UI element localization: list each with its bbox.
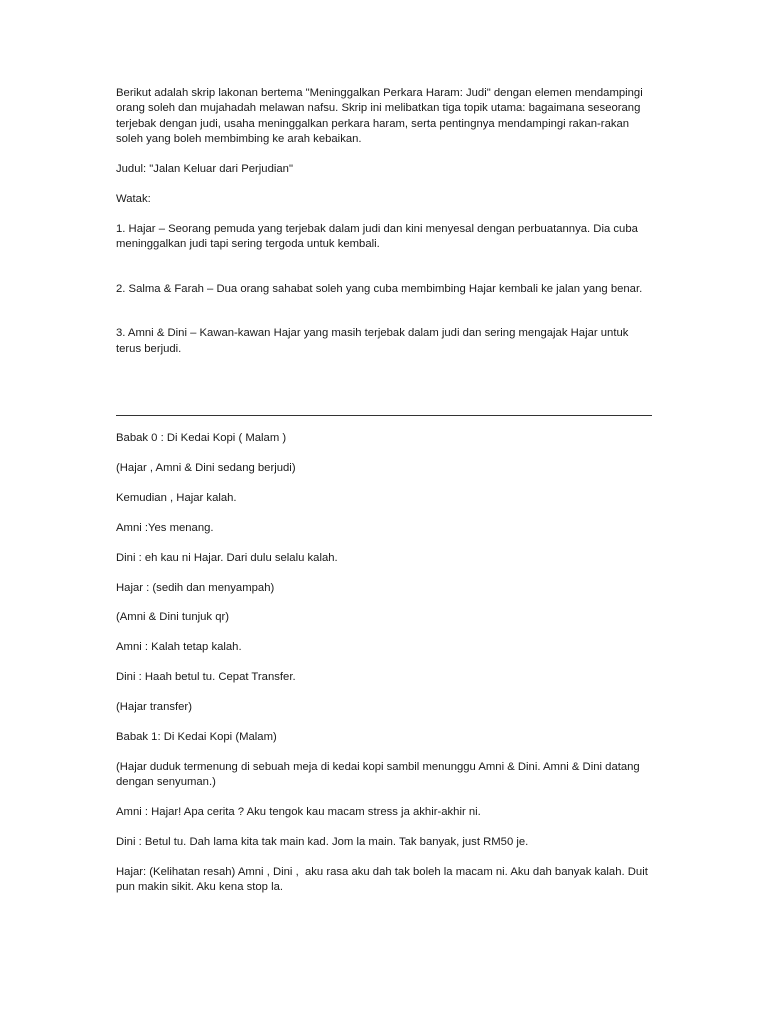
scene-heading: Babak 1: Di Kedai Kopi (Malam) [116, 731, 277, 744]
stage-direction: (Hajar , Amni & Dini sedang berjudi) [116, 461, 296, 474]
character-amni-dini: 3. Amni & Dini – Kawan-kawan Hajar yang masih terjebak dalam judi dan sering mengajak Hajar untuk terus berjudi. [116, 327, 632, 355]
script-title: Judul: "Jalan Keluar dari Perjudian" [116, 163, 293, 176]
document-body [116, 86, 656, 910]
intro-paragraph: Berikut adalah skrip lakonan bertema "Meninggalkan Perkara Haram: Judi" dengan elemen mendampingi orang soleh dan mujahadah melawan nafsu. Skrip ini melibatkan tiga topik utama: bagaimana seseorang terjebak dengan judi, usaha meninggalkan perkara haram, serta pentingnya mendampingi rakan-rakan soleh yang boleh membimbing ke arah kebaikan. [116, 87, 646, 146]
characters-heading: Watak: [116, 193, 151, 206]
dialogue-line: Dini : Haah betul tu. Cepat Transfer. [116, 671, 296, 684]
dialogue-line: Hajar : (sedih dan menyampah) [116, 581, 275, 594]
dialogue-line: Dini : eh kau ni Hajar. Dari dulu selalu kalah. [116, 551, 338, 564]
dialogue-line: Amni :Yes menang. [116, 521, 214, 534]
dialogue-line: Amni : Hajar! Apa cerita ? Aku tengok kau macam stress ja akhir-akhir ni. [116, 806, 481, 819]
stage-direction: (Hajar duduk termenung di sebuah meja di kedai kopi sambil menunggu Amni & Dini. Amni & Dini datang dengan senyuman.) [116, 760, 643, 789]
horizontal-divider [116, 415, 652, 416]
dialogue-line: Amni : Kalah tetap kalah. [116, 641, 242, 654]
scene-heading: Babak 0 : Di Kedai Kopi ( Malam ) [116, 431, 287, 444]
stage-direction: Kemudian , Hajar kalah. [116, 491, 237, 504]
character-salma-farah: 2. Salma & Farah – Dua orang sahabat soleh yang cuba membimbing Hajar kembali ke jalan yang benar. [116, 282, 643, 295]
dialogue-line: Hajar: (Kelihatan resah) Amni , Dini , aku rasa aku dah tak boleh la macam ni. Aku dah banyak kalah. Duit pun makin sikit. Aku kena stop la. [116, 866, 652, 894]
stage-direction: (Amni & Dini tunjuk qr) [116, 611, 230, 624]
dialogue-line: Dini : Betul tu. Dah lama kita tak main kad. Jom la main. Tak banyak, just RM50 je. [116, 836, 529, 849]
stage-direction: (Hajar transfer) [116, 701, 192, 714]
character-hajar: 1. Hajar – Seorang pemuda yang terjebak dalam judi dan kini menyesal dengan perbuatannya. Dia cuba meninggalkan judi tapi sering tergoda untuk kembali. [116, 222, 642, 251]
